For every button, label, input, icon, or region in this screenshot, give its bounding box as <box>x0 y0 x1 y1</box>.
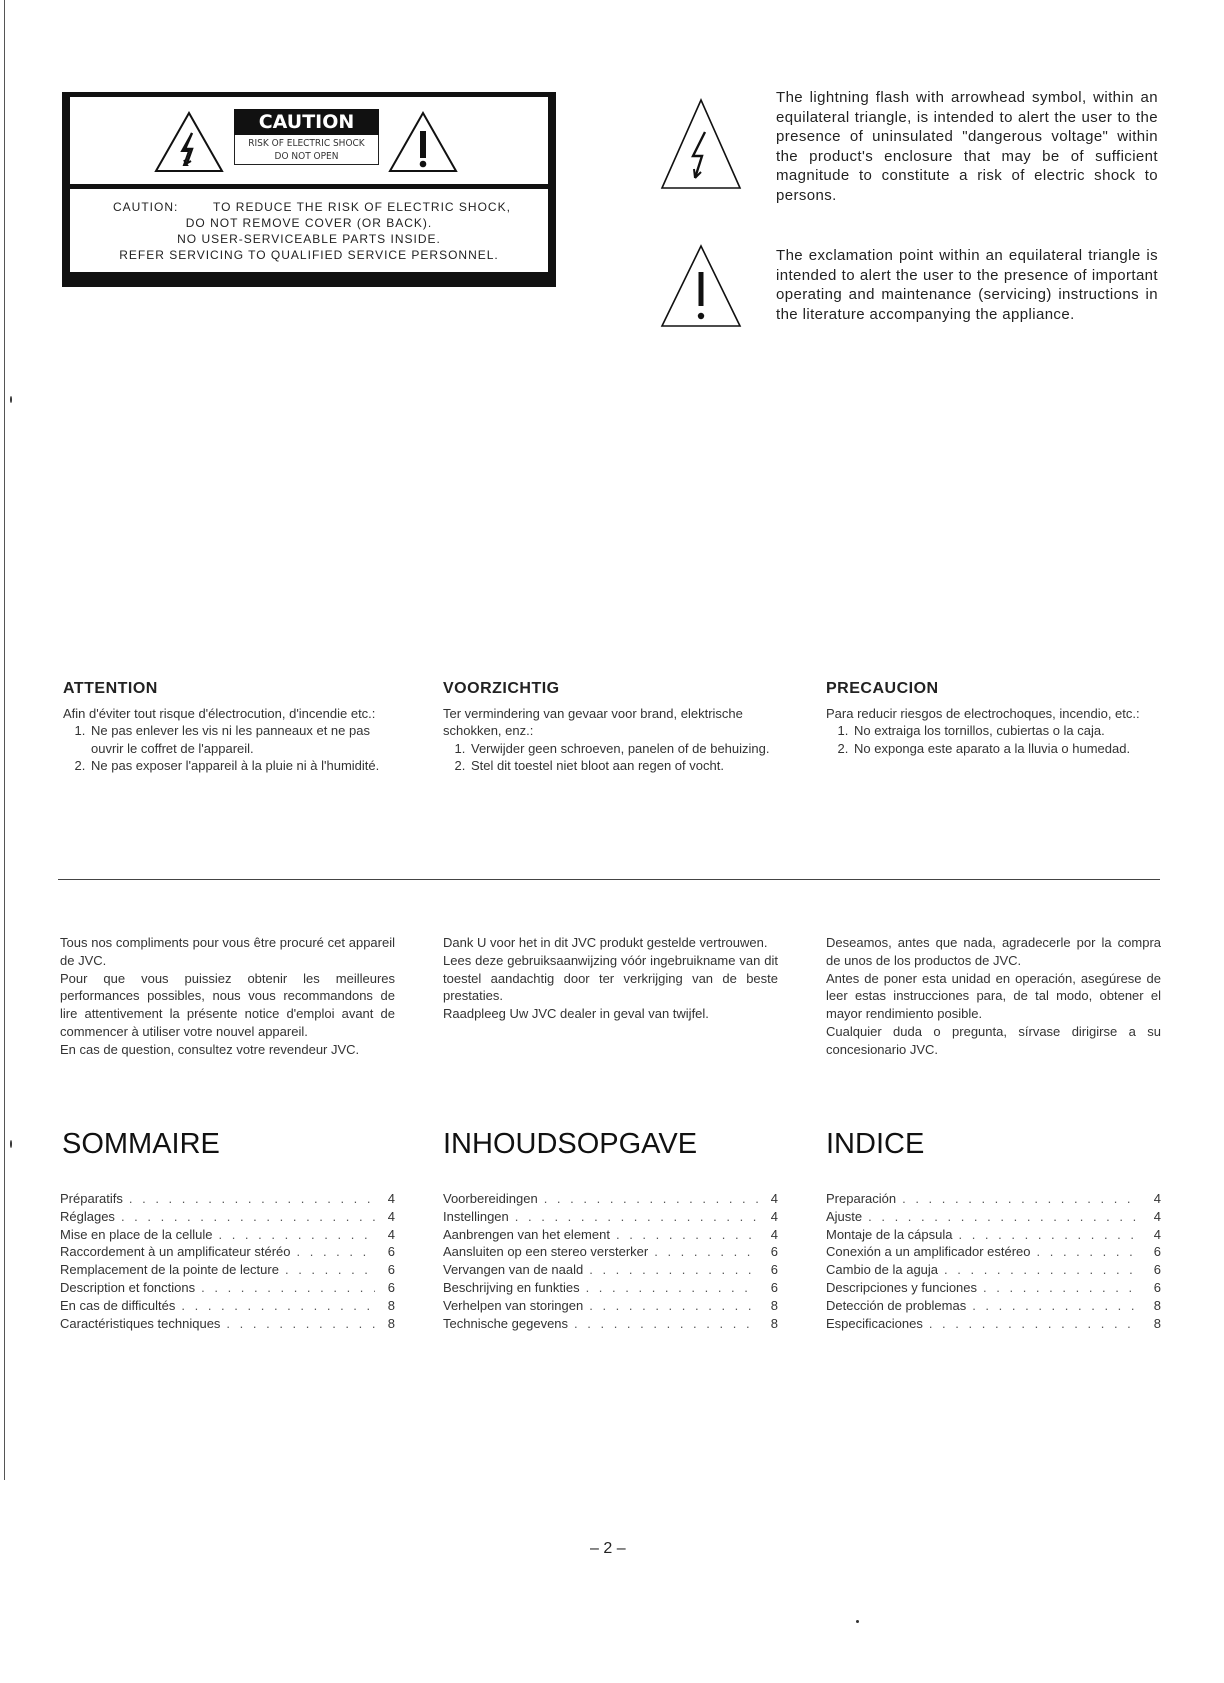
intro-dutch <box>443 934 778 1023</box>
toc-french <box>60 1190 395 1332</box>
toc-spanish <box>826 1190 1161 1332</box>
toc-leader-dots <box>218 1226 375 1244</box>
toc-entry-page: 8 <box>387 1297 395 1313</box>
toc-leader-dots <box>297 1243 375 1261</box>
toc-leader-dots <box>285 1261 375 1279</box>
risk-notice <box>234 135 379 165</box>
toc-entry-label: Technische gegevens <box>443 1315 569 1331</box>
intro-spanish <box>826 934 1161 1059</box>
toc-entry-page: 8 <box>387 1315 395 1331</box>
toc-entry-label: Instellingen <box>443 1208 509 1224</box>
toc-entry-label: Cambio de la aguja <box>826 1262 939 1278</box>
toc-entry <box>443 1261 778 1279</box>
toc-entry <box>443 1297 778 1315</box>
toc-spanish-title: INDICE <box>826 1128 925 1160</box>
toc-entry-page: 8 <box>770 1297 778 1313</box>
toc-entry-label: Aansluiten op een stereo versterker <box>443 1244 649 1260</box>
toc-entry-page: 4 <box>387 1191 395 1206</box>
warning-french <box>63 680 398 775</box>
toc-entry-label: Montaje de la cápsula <box>826 1226 953 1242</box>
caution-badge-block <box>234 109 379 165</box>
toc-entry-label: Remplacement de la pointe de lecture <box>60 1262 279 1278</box>
lightning-symbol-icon <box>660 98 742 190</box>
page-number: – 2 – <box>590 1540 626 1557</box>
toc-entry-label: Réglages <box>60 1208 115 1224</box>
toc-entry-page: 6 <box>387 1279 395 1295</box>
toc-leader-dots <box>574 1315 758 1333</box>
warning-spanish-list <box>826 722 1161 757</box>
toc-entry <box>60 1297 395 1315</box>
warning-french-item: 1. Ne pas enlever les vis ni les panneaux et ne pas ouvrir le coffret de l'appareil. <box>89 722 398 757</box>
warning-spanish-intro: Para reducir riesgos de electrochoques, incendio, etc.: <box>826 705 1140 721</box>
caution-label-top <box>70 97 548 184</box>
toc-leader-dots <box>1037 1243 1141 1261</box>
scan-speck <box>10 396 12 403</box>
warning-dutch-title: VOORZICHTIG <box>443 680 560 697</box>
toc-entry-page: 4 <box>1153 1208 1161 1224</box>
toc-leader-dots <box>121 1208 375 1226</box>
scan-speck <box>856 1620 859 1623</box>
toc-leader-dots <box>972 1297 1141 1315</box>
toc-entry-label: Beschrijving en funkties <box>443 1279 580 1295</box>
toc-entry-page: 4 <box>770 1226 778 1242</box>
warning-french-title: ATTENTION <box>63 680 158 697</box>
toc-entry-label: Raccordement à un amplificateur stéréo <box>60 1244 291 1260</box>
toc-entry-page: 8 <box>1153 1315 1161 1331</box>
toc-entry <box>443 1208 778 1226</box>
warning-dutch-item: 2. Stel dit toestel niet bloot aan regen of vocht. <box>469 757 778 775</box>
intro-dutch-p2: Lees deze gebruiksaanwijzing vóór ingebruikname van dit toestel aandachtig door ter verkrijging van de beste prestaties. <box>443 952 778 1004</box>
toc-entry-label: Voorbereidingen <box>443 1191 538 1206</box>
toc-entry-label: En cas de difficultés <box>60 1297 176 1313</box>
toc-entry-label: Préparatifs <box>60 1191 123 1206</box>
page-left-edge-rule <box>4 0 5 1480</box>
toc-entry-page: 4 <box>770 1191 778 1206</box>
toc-dutch-title: INHOUDSOPGAVE <box>443 1128 698 1160</box>
toc-entry-label: Verhelpen van storingen <box>443 1297 584 1313</box>
intro-french-p2: Pour que vous puissiez obtenir les meilleures performances possibles, nous vous recommandons de lire attentivement la présente notice d'emploi avant de commencer à utiliser votre nouvel appareil. <box>60 970 395 1039</box>
toc-entry-page: 6 <box>1153 1262 1161 1278</box>
warning-spanish <box>826 680 1161 757</box>
toc-entry-page: 6 <box>387 1262 395 1278</box>
toc-entry-label: Ajuste <box>826 1208 863 1224</box>
intro-french <box>60 934 395 1059</box>
toc-leader-dots <box>589 1297 758 1315</box>
toc-leader-dots <box>226 1315 375 1333</box>
toc-entry <box>443 1315 778 1333</box>
toc-entry <box>826 1243 1161 1261</box>
warning-french-item: 2. Ne pas exposer l'appareil à la pluie ni à l'humidité. <box>89 757 398 775</box>
toc-entry <box>826 1226 1161 1244</box>
toc-entry-page: 6 <box>770 1262 778 1278</box>
toc-leader-dots <box>586 1279 758 1297</box>
toc-entry-label: Especificaciones <box>826 1315 923 1331</box>
warning-dutch-list <box>443 740 778 775</box>
caution-label <box>62 92 556 287</box>
lightning-symbol-description: The lightning flash with arrowhead symbol, within an equilateral triangle, is intended to alert the user to the presence of uninsulated "dangerous voltage" within the product's enclosure that may be of sufficient magnitude to constitute a risk of electric shock to persons. <box>776 89 1158 204</box>
toc-dutch <box>443 1190 778 1332</box>
warning-spanish-title: PRECAUCION <box>826 680 939 697</box>
intro-spanish-p1: Deseamos, antes que nada, agradecerle por la compra de unos de los productos de JVC. <box>826 935 1161 968</box>
warning-line-4: REFER SERVICING TO QUALIFIED SERVICE PERSONNEL. <box>119 247 499 262</box>
toc-entry <box>60 1208 395 1226</box>
warning-spanish-item: 1. No extraiga los tornillos, cubiertas o la caja. <box>852 722 1161 740</box>
toc-entry-page: 8 <box>770 1315 778 1331</box>
toc-entry-page: 4 <box>387 1208 395 1224</box>
toc-entry-page: 8 <box>1153 1297 1161 1313</box>
toc-leader-dots <box>181 1297 375 1315</box>
intro-french-p1: Tous nos compliments pour vous être procuré cet appareil de JVC. <box>60 935 395 968</box>
toc-entry <box>60 1261 395 1279</box>
toc-entry <box>60 1315 395 1333</box>
warning-line-2: DO NOT REMOVE COVER (OR BACK). <box>185 215 433 230</box>
toc-entry <box>60 1190 395 1208</box>
toc-entry-page: 4 <box>387 1226 395 1242</box>
warning-prefix: CAUTION: <box>113 199 179 214</box>
toc-entry-label: Descripciones y funciones <box>826 1279 978 1295</box>
toc-entry <box>826 1315 1161 1333</box>
intro-spanish-p3: Cualquier duda o pregunta, sírvase dirigirse a su concesionario JVC. <box>826 1023 1161 1057</box>
toc-entry-label: Caractéristiques techniques <box>60 1315 221 1331</box>
toc-entry-page: 6 <box>1153 1279 1161 1295</box>
toc-entry-page: 4 <box>1153 1191 1161 1206</box>
caution-warning-text <box>70 189 548 272</box>
toc-entry <box>826 1279 1161 1297</box>
toc-leader-dots <box>589 1261 758 1279</box>
toc-entry-page: 6 <box>770 1244 778 1260</box>
toc-leader-dots <box>129 1190 375 1208</box>
toc-leader-dots <box>544 1190 758 1208</box>
toc-leader-dots <box>929 1315 1141 1333</box>
toc-leader-dots <box>616 1226 758 1244</box>
lightning-triangle-icon <box>154 111 224 173</box>
toc-leader-dots <box>983 1279 1141 1297</box>
toc-entry-label: Description et fonctions <box>60 1279 196 1295</box>
toc-entry <box>443 1190 778 1208</box>
toc-leader-dots <box>944 1261 1141 1279</box>
warning-line-1: CAUTION: TO REDUCE THE RISK OF ELECTRIC SHOCK, <box>113 199 511 214</box>
toc-leader-dots <box>654 1243 758 1261</box>
toc-leader-dots <box>515 1208 758 1226</box>
toc-entry <box>60 1226 395 1244</box>
toc-leader-dots <box>201 1279 375 1297</box>
toc-leader-dots <box>868 1208 1141 1226</box>
toc-entry-label: Aanbrengen van het element <box>443 1226 610 1242</box>
warning-dutch-item: 1. Verwijder geen schroeven, panelen of de behuizing. <box>469 740 778 758</box>
toc-entry-page: 6 <box>387 1244 395 1260</box>
toc-entry <box>826 1297 1161 1315</box>
toc-french-title: SOMMAIRE <box>62 1128 220 1160</box>
warning-line-3: NO USER-SERVICEABLE PARTS INSIDE. <box>177 231 441 246</box>
exclamation-triangle-icon <box>388 111 458 173</box>
section-divider <box>58 879 1160 880</box>
warning-french-intro: Afin d'éviter tout risque d'électrocution, d'incendie etc.: <box>63 705 376 721</box>
toc-leader-dots <box>902 1190 1141 1208</box>
toc-entry-label: Preparación <box>826 1191 897 1206</box>
warning-spanish-item: 2. No exponga este aparato a la lluvia o humedad. <box>852 740 1161 758</box>
toc-entry <box>60 1279 395 1297</box>
caution-badge: CAUTION <box>234 109 379 135</box>
toc-entry <box>443 1279 778 1297</box>
intro-french-p3: En cas de question, consultez votre revendeur JVC. <box>60 1041 360 1057</box>
warning-french-list <box>63 722 398 775</box>
intro-dutch-p3: Raadpleeg Uw JVC dealer in geval van twijfel. <box>443 1006 709 1022</box>
toc-leader-dots <box>958 1226 1141 1244</box>
toc-entry <box>826 1208 1161 1226</box>
toc-entry-label: Detección de problemas <box>826 1297 967 1313</box>
intro-dutch-p1: Dank U voor het in dit JVC produkt gestelde vertrouwen. <box>443 935 768 950</box>
warning-dutch-intro: Ter vermindering van gevaar voor brand, elektrische schokken, enz.: <box>443 705 743 738</box>
toc-entry-page: 6 <box>770 1279 778 1295</box>
toc-entry-page: 6 <box>1153 1244 1161 1260</box>
scan-speck <box>10 1140 12 1148</box>
toc-entry <box>60 1243 395 1261</box>
risk-line-2: DO NOT OPEN <box>274 151 339 162</box>
toc-entry <box>443 1243 778 1261</box>
exclamation-symbol-icon <box>660 244 742 328</box>
risk-line-1: RISK OF ELECTRIC SHOCK <box>248 138 365 149</box>
toc-entry <box>826 1261 1161 1279</box>
intro-spanish-p2: Antes de poner esta unidad en operación, asegúrese de leer estas instrucciones para, de tal modo, obtener el mayor rendimiento posible. <box>826 970 1161 1022</box>
toc-entry-label: Mise en place de la cellule <box>60 1226 213 1242</box>
toc-entry-label: Vervangen van de naald <box>443 1262 584 1278</box>
toc-entry-page: 4 <box>1153 1226 1161 1242</box>
toc-entry-label: Conexión a un amplificador estéreo <box>826 1244 1031 1260</box>
toc-entry <box>443 1226 778 1244</box>
toc-entry-page: 4 <box>770 1208 778 1224</box>
toc-entry <box>826 1190 1161 1208</box>
warning-dutch <box>443 680 778 775</box>
exclamation-symbol-description: The exclamation point within an equilateral triangle is intended to alert the user to the presence of important operating and maintenance (servicing) instructions in the literature accompanying the appliance. <box>776 247 1158 323</box>
